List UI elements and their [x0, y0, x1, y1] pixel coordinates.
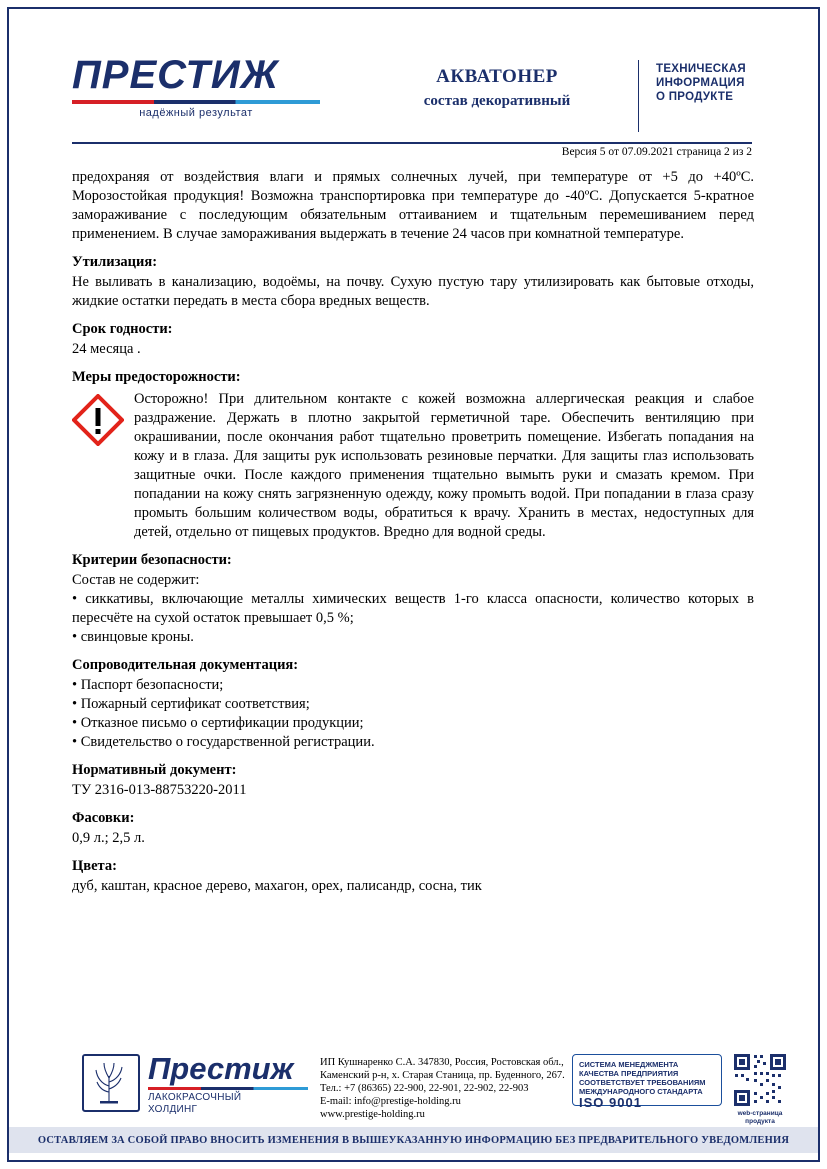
hazard-exclamation-icon [72, 390, 130, 451]
list-item: • сиккативы, включающие металлы химических веществ 1-го класса опасности, количество которых в пересчёте на сухой остаток превышает 0,5 %; [72, 591, 754, 626]
contact-website[interactable]: www.prestige-holding.ru [320, 1109, 425, 1120]
list-item: • свинцовые кроны. [72, 629, 194, 645]
qr-caption-line-1: web-страница [737, 1110, 783, 1117]
iso-line: СООТВЕТСТВУЕТ ТРЕБОВАНИЯМ [579, 1078, 706, 1087]
product-title-block [372, 66, 622, 110]
disposal-text: Не выливать в канализацию, водоёмы, на почву. Сухую пустую тару утилизировать как бытовые отходы, жидкие остатки передать в места сбора вредных веществ. [72, 274, 754, 309]
contact-line: ИП Кушнаренко С.А. 347830, Россия, Ростовская обл., [320, 1057, 564, 1068]
footer-brand-text [148, 1052, 308, 1116]
brand-logo-rule [72, 100, 320, 104]
brand-logo-tagline: надёжный результат [139, 107, 253, 119]
brand-logo [72, 52, 322, 119]
document-header [72, 52, 752, 152]
header-rule [72, 142, 752, 144]
qr-caption [722, 1110, 798, 1126]
footer-logo-rule [148, 1087, 308, 1090]
precautions-text: Осторожно! При длительном контакте с кожей возможна аллергическая реакция и слабое раздражение. Держать в плотно закрытой герметичной таре. Обеспечить вентиляцию при окрашивании, после окончания работ тщательно проветрить помещение. Избегать попадания на кожу и в глаза. Для защиты рук использовать резиновые перчатки. Для защиты глаз использовать защитные очки. После каждого применения тщательно вымыть руки и смазать кремом. При попадании на кожу снять загрязненную одежду, кожу промыть водой. При попадании в глаза сразу промыть большим количеством воды, обратиться к врачу. Хранить в местах, недоступных для детей, отдельно от пищевых продуктов. Вредно для водной среды. [134, 391, 754, 540]
iso-line: КАЧЕСТВА ПРЕДПРИЯТИЯ [579, 1069, 679, 1078]
brand-logo-word: ПРЕСТИЖ [72, 53, 279, 97]
precautions-block [72, 390, 754, 542]
product-subtitle: состав декоративный [423, 93, 571, 109]
doc-type-block [656, 62, 816, 104]
documentation-list [72, 676, 754, 752]
doc-type-line-2: ИНФОРМАЦИЯ [656, 77, 745, 89]
colors-text: дуб, каштан, красное дерево, махагон, орех, палисандр, сосна, тик [72, 878, 482, 894]
shelf-life-heading: Срок годности: [72, 321, 173, 337]
disclaimer-text: ОСТАВЛЯЕМ ЗА СОБОЙ ПРАВО ВНОСИТЬ ИЗМЕНЕНИЯ В ВЫШЕУКАЗАННУЮ ИНФОРМАЦИЮ БЕЗ ПРЕДВАРИТЕЛЬНОГО УВЕДОМЛЕНИЯ [37, 1134, 790, 1146]
doc-type-line-1: ТЕХНИЧЕСКАЯ [656, 63, 746, 75]
footer-logo-word: Престиж [148, 1051, 294, 1086]
iso-certification-badge [572, 1054, 722, 1110]
disposal-heading: Утилизация: [72, 254, 158, 270]
footer-contacts [320, 1056, 570, 1121]
iso-code: ISO 9001 [579, 1095, 642, 1110]
footer-logo-sub-2: ХОЛДИНГ [148, 1104, 198, 1115]
doc-type-line-3: О ПРОДУКТЕ [656, 91, 734, 103]
document-footer [72, 1046, 783, 1126]
version-line: Версия 5 от 07.09.2021 страница 2 из 2 [561, 146, 752, 158]
normative-doc-text: ТУ 2316-013-88753220-2011 [72, 782, 247, 798]
safety-criteria-heading: Критерии безопасности: [72, 552, 232, 568]
tree-icon [82, 1054, 140, 1112]
iso-line: СИСТЕМА МЕНЕДЖМЕНТА [579, 1060, 679, 1069]
contact-line: Тел.: +7 (86365) 22-900, 22-901, 22-902, 22-903 [320, 1083, 529, 1094]
colors-heading: Цвета: [72, 858, 117, 874]
precautions-heading: Меры предосторожности: [72, 369, 241, 385]
iso-line: МЕЖДУНАРОДНОГО СТАНДАРТА [579, 1087, 703, 1096]
packaging-text: 0,9 л.; 2,5 л. [72, 830, 145, 846]
product-title: АКВАТОНЕР [436, 66, 558, 87]
safety-criteria-intro: Состав не содержит: [72, 572, 200, 588]
header-divider [638, 60, 639, 132]
intro-paragraph: предохраняя от воздействия влаги и прямых солнечных лучей, при температуре от +5 до +40ºС. Морозостойкая продукция! Возможна транспортировка при температуре до -40ºС. Допускается 5-кратное замораживание с последующим обязательным оттаиванием и тщательным перемешиванием перед применением. В случае замораживания выдержать в течение 24 часов при комнатной температуре. [72, 169, 754, 242]
qr-code-icon[interactable] [732, 1052, 788, 1108]
safety-criteria-list [72, 590, 754, 647]
list-item: • Пожарный сертификат соответствия; [72, 696, 310, 712]
normative-doc-heading: Нормативный документ: [72, 762, 237, 778]
document-body [72, 168, 754, 896]
contact-line: Каменский р-н, х. Старая Станица, пр. Буденного, 267. [320, 1070, 565, 1081]
list-item: • Паспорт безопасности; [72, 677, 224, 693]
packaging-heading: Фасовки: [72, 810, 135, 826]
list-item: • Отказное письмо о сертификации продукции; [72, 715, 364, 731]
footer-brand-logo [82, 1052, 308, 1116]
qr-caption-line-2: продукта [745, 1118, 775, 1125]
shelf-life-text: 24 месяца . [72, 341, 141, 357]
contact-email[interactable]: E-mail: info@prestige-holding.ru [320, 1096, 461, 1107]
disclaimer-bar [9, 1127, 818, 1153]
documentation-heading: Сопроводительная документация: [72, 657, 299, 673]
list-item: • Свидетельство о государственной регистрации. [72, 734, 375, 750]
footer-logo-sub-1: ЛАКОКРАСОЧНЫЙ [148, 1092, 242, 1103]
